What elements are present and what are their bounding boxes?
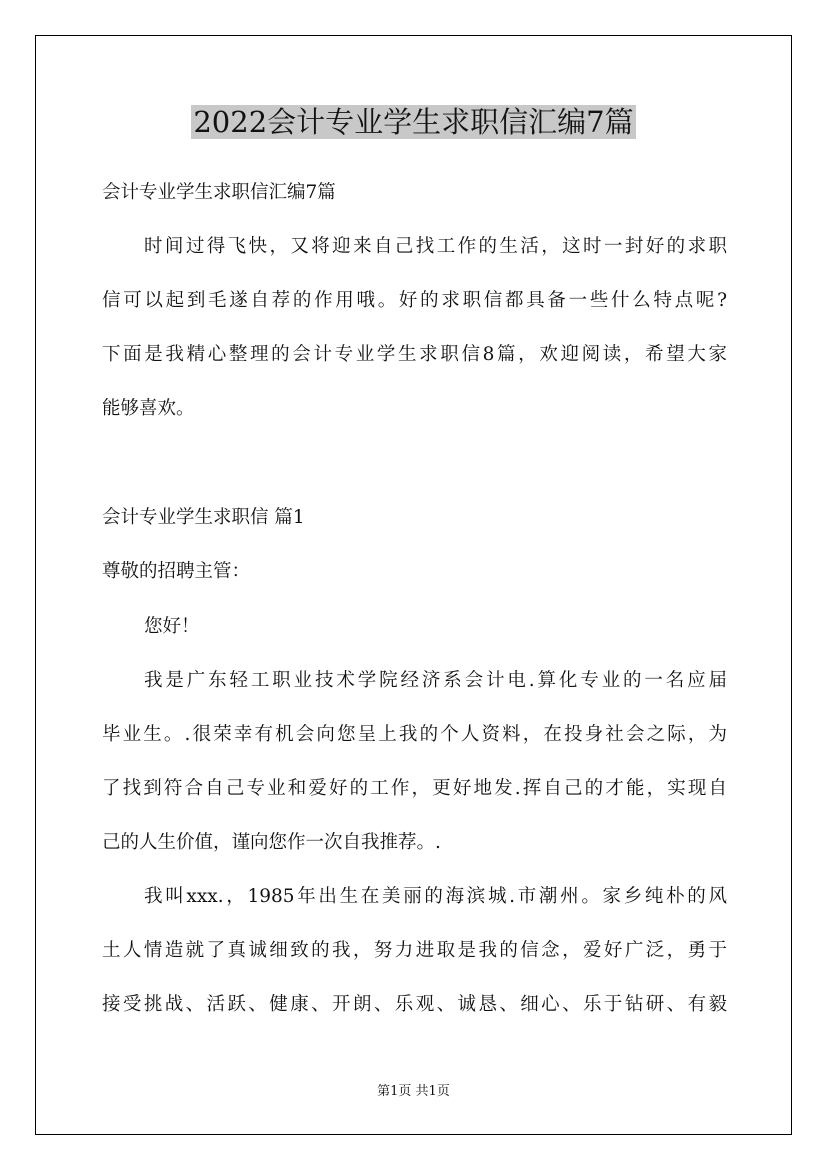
intro-line-4: 能够喜欢。 [102, 398, 195, 419]
paragraph2-line-1: 我叫xxx.，1985年出生在美丽的海滨城.市潮州。家乡纯朴的风 [144, 886, 727, 907]
document-title [0, 96, 827, 148]
intro-line-3: 下面是我精心整理的会计专业学生求职信8篇，欢迎阅读，希望大家 [102, 344, 727, 365]
salutation: 尊敬的招聘主管： [102, 561, 251, 582]
intro-line-1: 时间过得飞快，又将迎来自己找工作的生活，这时一封好的求职 [144, 236, 727, 257]
paragraph1-line-4: 己的人生价值，谨向您作一次自我推荐。. [102, 832, 441, 853]
paragraph2-line-3: 接受挑战、活跃、健康、开朗、乐观、诚恳、细心、乐于钻研、有毅 [102, 994, 727, 1015]
greeting: 您好！ [144, 616, 200, 637]
section-heading: 会计专业学生求职信 篇1 [102, 507, 305, 528]
paragraph1-line-1: 我是广东轻工职业技术学院经济系会计电.算化专业的一名应届 [144, 670, 727, 691]
document-subtitle: 会计专业学生求职信汇编7篇 [102, 182, 336, 203]
document-title-text: 2022会计专业学生求职信汇编7篇 [193, 105, 634, 139]
paragraph2-line-2: 土人情造就了真诚细致的我，努力进取是我的信念，爱好广泛，勇于 [102, 940, 727, 961]
paragraph1-line-3: 了找到符合自己专业和爱好的工作，更好地发.挥自己的才能，实现自 [102, 778, 727, 799]
page-footer: 第1页 共1页 [377, 1084, 450, 1099]
intro-line-2: 信可以起到毛遂自荐的作用哦。好的求职信都具备一些什么特点呢? [102, 290, 727, 311]
paragraph1-line-2: 毕业生。.很荣幸有机会向您呈上我的个人资料，在投身社会之际，为 [102, 724, 727, 745]
